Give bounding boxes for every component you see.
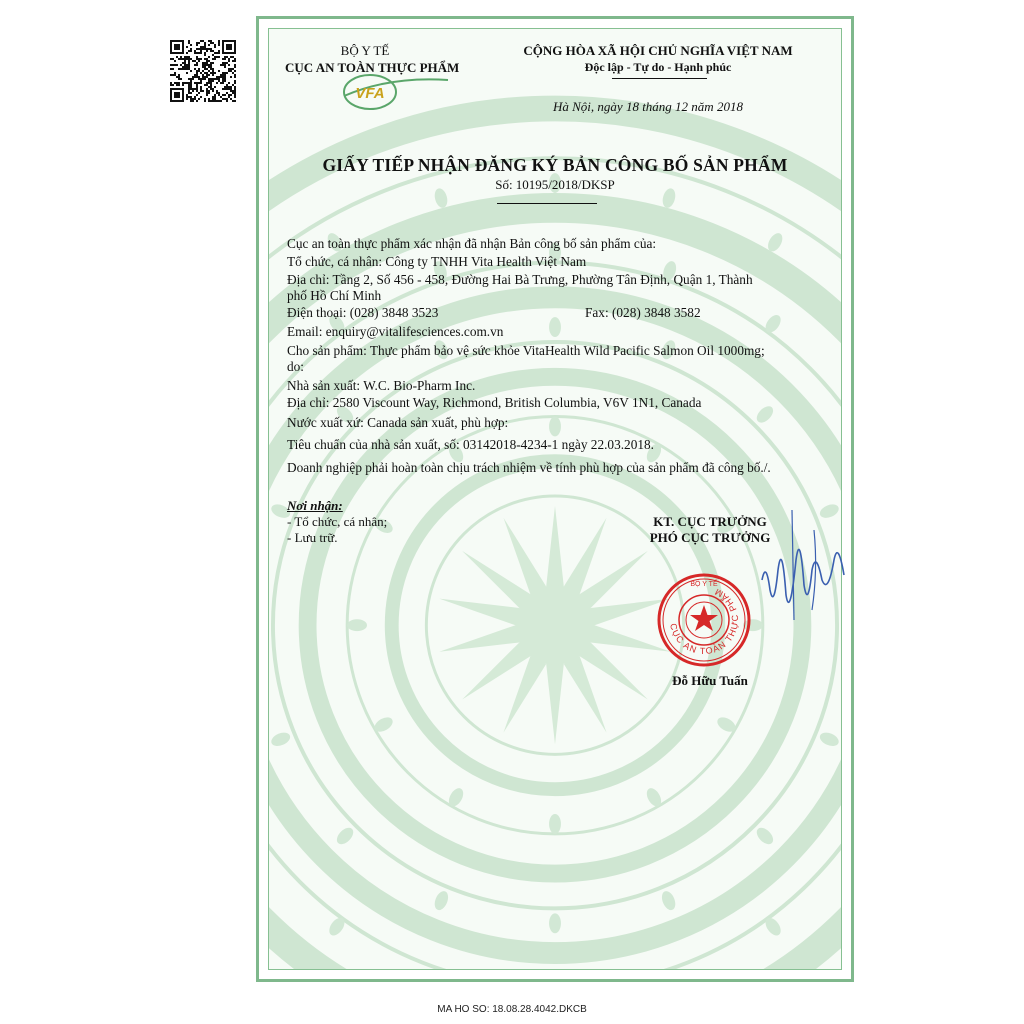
- intro-line: Cục an toàn thực phẩm xác nhận đã nhận Bản công bố sản phẩm của:: [287, 236, 657, 251]
- standard-line: Tiêu chuẩn của nhà sản xuất, số: 03142018-4234-1 ngày 22.03.2018.: [287, 437, 654, 452]
- ministry-name: BỘ Y TẾ: [340, 43, 390, 58]
- address-line-1: Địa chỉ: Tầng 2, Số 456 - 458, Đường Hai Bà Trưng, Phường Tân Định, Quận 1, Thành: [287, 272, 753, 287]
- title-underline: [497, 203, 597, 204]
- organization-line: Tổ chức, cá nhân: Công ty TNHH Vita Health Việt Nam: [287, 254, 587, 269]
- signer-position-1: KT. CỤC TRƯỞNG: [653, 514, 767, 529]
- signer-position-2: PHÓ CỤC TRƯỞNG: [649, 530, 771, 545]
- handwritten-signature: [752, 500, 852, 630]
- fax-line: Fax: (028) 3848 3582: [585, 305, 701, 320]
- seal-ring-text: CỤC AN TOÀN THỰC PHẨM: [668, 586, 741, 657]
- manufacturer-address-line: Địa chỉ: 2580 Viscount Way, Richmond, British Columbia, V6V 1N1, Canada: [287, 395, 702, 410]
- email-line: Email: enquiry@vitalifesciences.com.vn: [287, 324, 504, 339]
- seal-top-text: BỘ Y TẾ: [690, 581, 718, 588]
- responsibility-line: Doanh nghiệp phải hoàn toàn chịu trách nhiệm về tính phù hợp của sản phẩm đã công bố./.: [287, 460, 771, 475]
- place-and-date: Hà Nội, ngày 18 tháng 12 năm 2018: [553, 99, 743, 114]
- recipients-label: Nơi nhận:: [287, 498, 343, 513]
- motto-underline: [612, 78, 707, 79]
- vfa-logo-text: VFA: [355, 85, 385, 102]
- recipient-item: - Tổ chức, cá nhân;: [287, 514, 388, 529]
- product-line-2: do:: [287, 359, 304, 374]
- recipient-item: - Lưu trữ.: [287, 530, 338, 545]
- phone-line: Điện thoại: (028) 3848 3523: [287, 305, 439, 320]
- seal-star-icon: [690, 605, 718, 631]
- vfa-logo: [330, 66, 450, 114]
- department-name: CỤC AN TOÀN THỰC PHẨM: [285, 60, 460, 75]
- manufacturer-line: Nhà sản xuất: W.C. Bio-Pharm Inc.: [287, 378, 476, 393]
- national-motto: Độc lập - Tự do - Hạnh phúc: [584, 60, 732, 74]
- product-line-1: Cho sản phẩm: Thực phẩm bảo vệ sức khỏe VitaHealth Wild Pacific Salmon Oil 1000mg;: [287, 343, 765, 358]
- country-name: CỘNG HÒA XÃ HỘI CHỦ NGHĨA VIỆT NAM: [523, 43, 793, 58]
- signer-name: Đỗ Hữu Tuấn: [672, 673, 748, 688]
- dossier-code: MA HO SO: 18.08.28.4042.DKCB: [437, 1004, 587, 1015]
- document-number: Số: 10195/2018/DKSP: [495, 177, 615, 192]
- origin-line: Nước xuất xứ: Canada sản xuất, phù hợp:: [287, 415, 509, 430]
- document-title: GIẤY TIẾP NHẬN ĐĂNG KÝ BẢN CÔNG BỐ SẢN PHẨM: [322, 155, 788, 175]
- qr-code: [170, 40, 236, 102]
- official-seal: [656, 572, 752, 668]
- address-line-2: phố Hồ Chí Minh: [287, 288, 382, 303]
